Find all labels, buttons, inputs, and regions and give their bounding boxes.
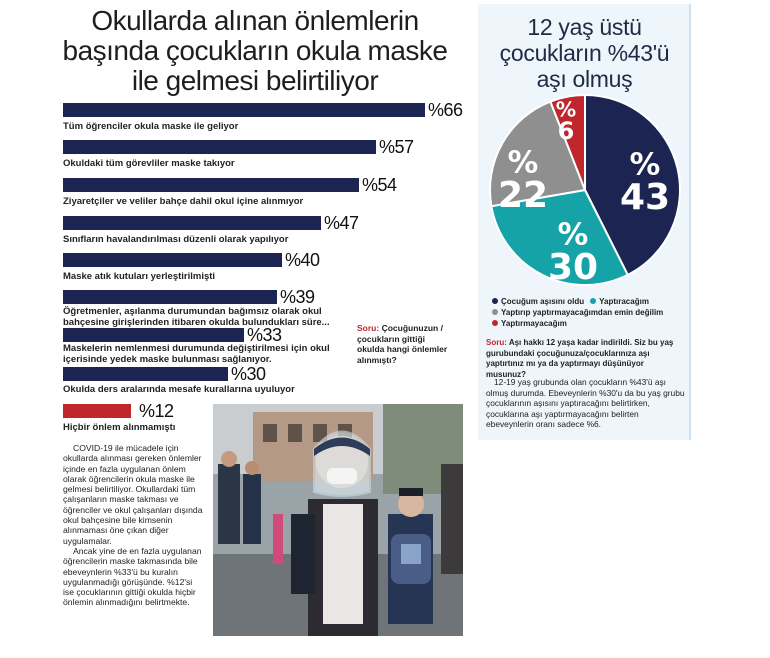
students-photo [213, 404, 463, 636]
legend-swatch [492, 309, 498, 315]
legend-label: Yaptıracağım [599, 297, 649, 306]
pie-value-label-symbol: % [557, 217, 589, 253]
panel-title-line-3: aşı olmuş [536, 66, 633, 92]
article-paragraph-2: Ancak yine de en fazla uygulanan öğrencilerin maske takmasında bile ebeveynlerin %33'ü bu kuralın uygulanmadığı görüşünde. %12'si ise çocuklarının gittiği okulda hiçbir önlemin alınmadığını belirtmekte. [63, 545, 202, 608]
bar-category-label: Tüm öğrenciler okula maske ile geliyor [63, 121, 239, 132]
bar [63, 216, 321, 230]
vaccination-pie-chart [487, 90, 683, 290]
question-text: Aşı hakkı 12 yaşa kadar indirildi. Siz bu yaş gurubundaki çocuğunuza/çocuklarınıza aşı yaptırtınız mı ya da yaptırmayı düşünüyor musunuz? [486, 338, 674, 379]
bar-value-label: %40 [285, 250, 320, 270]
headline-line-1: Okullarda alınan önlemlerin [91, 5, 419, 36]
bar [63, 328, 244, 342]
vaccination-panel [478, 4, 691, 440]
panel-title [478, 14, 691, 92]
bar-value-label: %12 [139, 401, 174, 421]
pie-value-label: 22 [497, 174, 549, 216]
pie-value-label-symbol: % [507, 145, 539, 181]
bar [63, 367, 228, 381]
bar [63, 103, 425, 117]
question-prefix: Soru: [486, 338, 507, 347]
bar-value-label: %47 [324, 213, 359, 233]
bar-category-label: Maskelerin nemlenmesi durumunda değiştirilmesi için okul içerisinde yedek maske bulunması sağlanıyor. [63, 343, 330, 365]
question-prefix: Soru: [357, 323, 380, 333]
bar [63, 290, 277, 304]
panel-title-line-2: çocukların %43'ü [499, 40, 670, 66]
headline [40, 6, 470, 96]
legend-label: Yaptırmayacağım [501, 319, 567, 328]
bar-value-label: %57 [379, 137, 414, 157]
legend-swatch [590, 298, 596, 304]
pie-legend [492, 296, 687, 329]
bar-value-label: %54 [362, 175, 397, 195]
article-paragraph-1: COVID-19 ile mücadele için okullarda alınması gereken önlemler içinde en fazla uygulanan önlem olarak öğrencilerin okula maske ile gelmesi belirtiliyor. Okullardaki tüm çalışanların maske takması ve öğrenciler ve okul çalışanları dışında okul bahçesine bile kimsenin alınmaması öne çıkan diğer uygulamalar. [63, 443, 203, 546]
question-text: Çocuğunuzun / çocukların gittiği okulda hangi önlemler alınmıştı? [357, 323, 448, 365]
survey-question-right [486, 338, 686, 380]
legend-entry [492, 307, 663, 318]
legend-label: Yaptırıp yaptırmayacağımdan emin değilim [501, 308, 664, 317]
pie-value-label-symbol: % [629, 147, 661, 183]
bar-value-label: %66 [428, 100, 463, 120]
bar-category-label: Hiçbir önlem alınmamıştı [63, 422, 176, 433]
pie-value-label: 6 [557, 117, 575, 146]
headline-line-2: başında çocukların okula maske [62, 35, 448, 66]
legend-swatch [492, 320, 498, 326]
bar-value-label: %39 [280, 287, 315, 307]
panel-title-line-1: 12 yaş üstü [527, 14, 642, 40]
bar [63, 404, 131, 418]
bar-category-label: Ziyaretçiler ve veliler bahçe dahil okul içine alınmıyor [63, 196, 304, 207]
bar-category-label: Sınıfların havalandırılması düzenli olarak yapılıyor [63, 234, 289, 245]
bar-value-label: %30 [231, 364, 266, 384]
pie-value-label: 43 [619, 176, 671, 218]
bar-category-label: Okulda ders aralarında mesafe kurallarına uyuluyor [63, 384, 295, 395]
bar-category-label: Maske atık kutuları yerleştirilmişti [63, 271, 216, 282]
article-body [63, 443, 203, 608]
pie-value-label: 30 [547, 246, 599, 288]
bar-category-label: Okuldaki tüm görevliler maske takıyor [63, 158, 235, 169]
panel-paragraph: 12-19 yaş grubunda olan çocukların %43'ü aşı olmuş durumda. Ebeveynlerin %30'u da bu yaş grubu çocuklarının aşısını yaptıracağını belirtirken, çocuklarına aşı yaptırmayacağını belirten ebeveynlerin oranı sadece %6. [486, 377, 685, 430]
legend-entry [492, 296, 584, 307]
legend-swatch [492, 298, 498, 304]
panel-body [486, 377, 686, 430]
legend-label: Çocuğum aşısını oldu [501, 297, 585, 306]
bar [63, 253, 282, 267]
bar-value-label: %33 [247, 325, 282, 345]
survey-question-left [357, 323, 449, 365]
legend-entry [492, 318, 567, 329]
headline-line-3: ile gelmesi belirtiliyor [131, 65, 379, 96]
bar [63, 178, 359, 192]
legend-entry [590, 296, 649, 307]
pie-value-label-symbol: % [555, 97, 577, 122]
bar-category-label: Öğretmenler, aşılanma durumundan bağımsız olarak okul bahçesine girişlerinden itibaren okulda bulundukları süre... [63, 306, 330, 328]
bar [63, 140, 376, 154]
